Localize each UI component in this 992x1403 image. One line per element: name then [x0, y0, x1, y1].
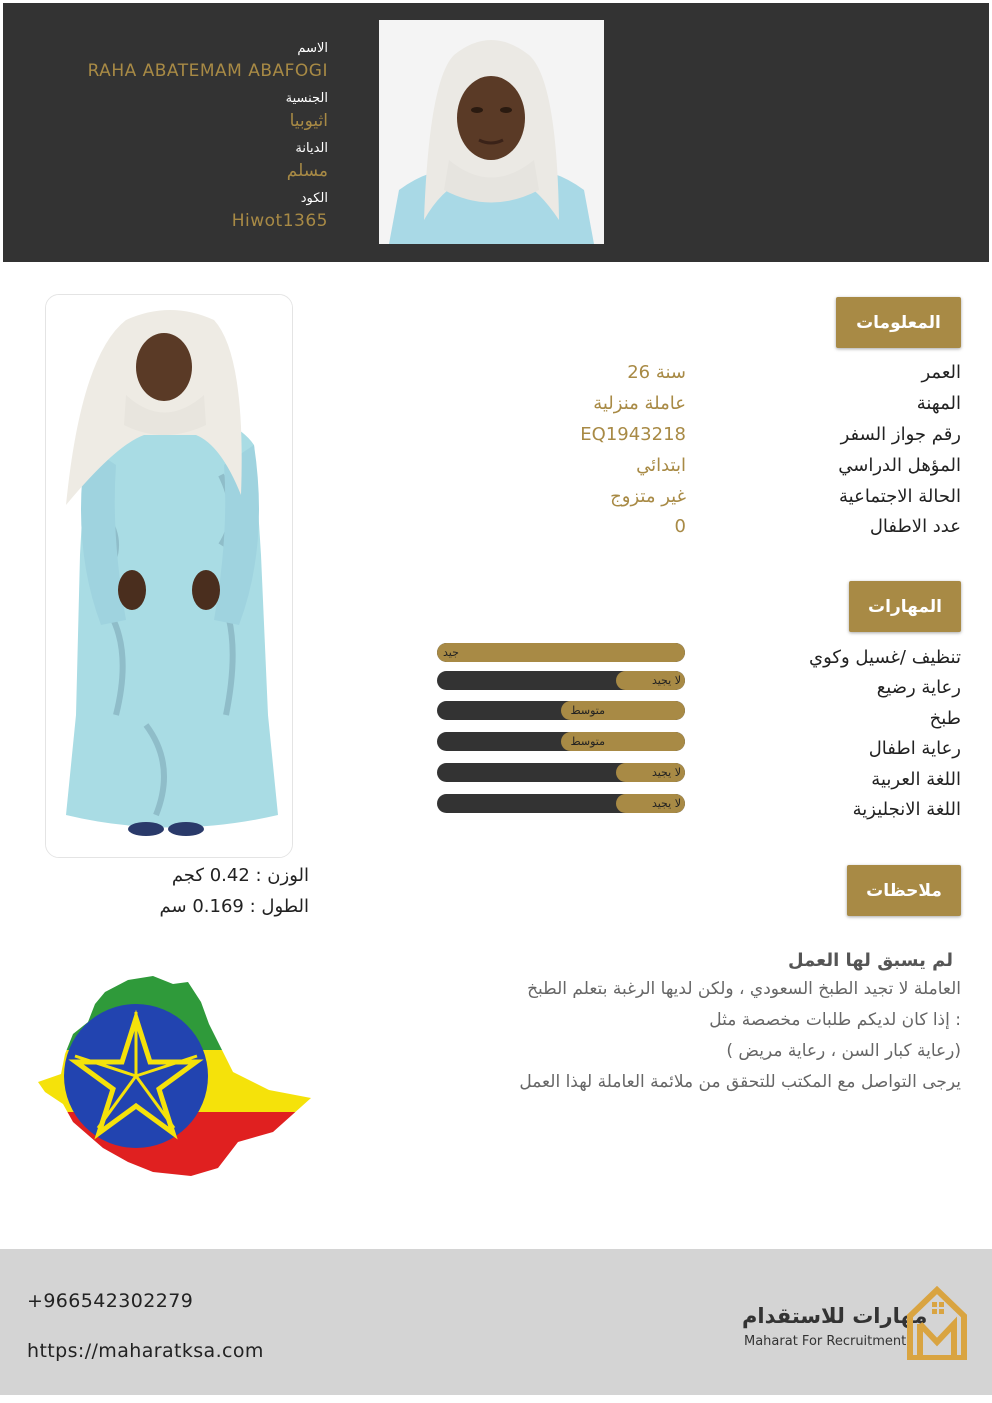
info-section-title: المعلومات [836, 297, 961, 348]
skills-section-title: المهارات [849, 581, 961, 632]
skill-bar [437, 732, 685, 751]
info-label: العمر [921, 362, 961, 383]
skill-label: اللغة الانجليزية [852, 799, 961, 820]
info-value: ابتدائي [636, 455, 686, 476]
skill-level: لا يجيد [651, 674, 681, 687]
info-label: المهنة [916, 393, 961, 414]
ethiopia-flag-map [33, 972, 313, 1180]
skill-level: لا يجيد [651, 766, 681, 779]
info-label: الحالة الاجتماعية [839, 486, 961, 507]
skill-bar [437, 763, 685, 782]
info-value: 0 [674, 516, 686, 537]
logo-arabic-text: مهارات للاستقدام [742, 1304, 928, 1328]
info-value: عاملة منزلية [593, 393, 686, 414]
skill-level: متوسط [570, 704, 605, 717]
notes-section-title: ملاحظات [847, 865, 961, 916]
skill-label: رعاية رضيع [876, 677, 961, 698]
code-value: Hiwot1365 [231, 211, 328, 231]
full-body-photo [45, 294, 293, 858]
nationality-value: اثيوبيا [289, 111, 328, 131]
skill-label: تنظيف /غسيل وكوي [809, 647, 961, 668]
notes-line: العاملة لا تجيد الطبخ السعودي ، ولكن لديها الرغبة بتعلم الطبخ [527, 979, 961, 999]
info-label: المؤهل الدراسي [838, 455, 961, 476]
skill-label: اللغة العربية [871, 769, 961, 790]
skill-bar [437, 794, 685, 813]
skill-bar [437, 643, 685, 662]
skill-bar-fill [437, 643, 685, 662]
info-label: عدد الاطفال [869, 516, 961, 537]
info-value: EQ1943218 [580, 424, 686, 445]
skill-label: رعاية اطفال [868, 738, 961, 759]
skill-bar [437, 701, 685, 720]
notes-body [401, 948, 961, 1098]
header-banner [3, 3, 989, 262]
skill-level: جيد [443, 646, 459, 659]
info-label: رقم جواز السفر [840, 424, 961, 445]
worker-name: RAHA ABATEMAM ABAFOGI [87, 61, 328, 81]
name-label: الاسم [297, 41, 328, 56]
footer-website-link[interactable]: https://maharatksa.com [27, 1340, 264, 1362]
weight-text: الوزن : 0.42 كجم [171, 865, 309, 886]
religion-value: مسلم [286, 161, 328, 181]
footer-phone[interactable]: +966542302279 [27, 1290, 194, 1312]
notes-heading: لم يسبق لها العمل [788, 950, 953, 971]
notes-line: ( رعاية كبار السن ، رعاية مريض) [726, 1041, 961, 1061]
skill-bar [437, 671, 685, 690]
logo-english-text: Maharat For Recruitment [744, 1334, 907, 1349]
company-logo [742, 1286, 972, 1360]
skill-label: طبخ [929, 708, 961, 729]
notes-line: يرجى التواصل مع المكتب للتحقق من ملائمة العاملة لهذا العمل [519, 1072, 961, 1092]
portrait-photo [379, 20, 604, 244]
header-fields [8, 41, 328, 241]
house-logo-icon [906, 1286, 968, 1360]
religion-label: الديانة [295, 141, 328, 156]
skill-level: متوسط [570, 735, 605, 748]
skill-level: لا يجيد [651, 797, 681, 810]
code-label: الكود [300, 191, 328, 206]
info-value: 26 سنة [627, 362, 686, 383]
info-value: غير متزوج [610, 486, 686, 507]
height-text: الطول : 0.169 سم [159, 896, 309, 917]
nationality-label: الجنسية [285, 91, 328, 106]
notes-line: إذا كان لديكم طلبات مخصصة مثل : [709, 1010, 961, 1030]
